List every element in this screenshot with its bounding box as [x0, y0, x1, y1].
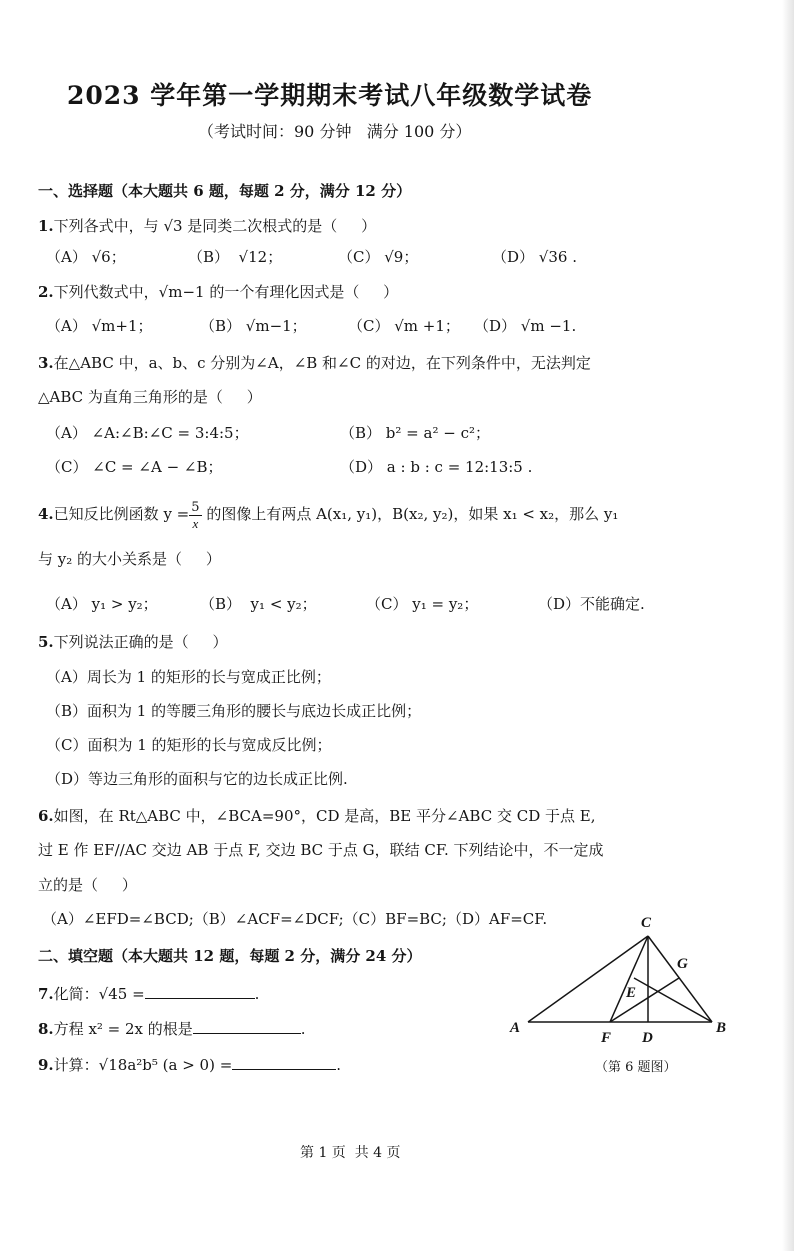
question-4	[38, 497, 618, 531]
question-stem: 下列说法正确的是（ ）	[53, 633, 228, 651]
question-end: .	[254, 985, 260, 1003]
question-6	[38, 806, 596, 826]
vertex-label-a: A	[510, 1020, 521, 1036]
question-6-line-3: 立的是（ ）	[38, 876, 137, 894]
q1-option-d: （D） √36 .	[492, 248, 577, 266]
triangle-figure	[500, 905, 740, 1080]
question-number: 1.	[38, 217, 54, 235]
question-4-line-2: 与 y₂ 的大小关系是（ ）	[38, 550, 221, 568]
q2-option-b: （B） √m−1；	[200, 317, 307, 335]
q3-option-b: （B） b² = a² − c²；	[340, 424, 490, 442]
question-stem: 下列各式中，与 √3 是同类二次根式的是（ ）	[53, 217, 377, 235]
q2-option-c: （C） √m +1；	[348, 317, 460, 335]
point-label-e: E	[626, 985, 637, 1001]
question-9	[38, 1054, 341, 1075]
question-stem: 如图，在 Rt△ABC 中，∠BCA=90°，CD 是高，BE 平分∠ABC 交 CD 于点 E,	[53, 807, 596, 825]
scan-edge-shadow	[782, 0, 794, 1251]
question-number: 5.	[38, 633, 54, 651]
question-number: 8.	[38, 1020, 54, 1038]
question-stem: 计算：√18a²b⁵ (a > 0) =	[53, 1056, 233, 1074]
question-stem: 在△ABC 中，a、b、c 分别为∠A，∠B 和∠C 的对边，在下列条件中，无法判定	[53, 354, 591, 372]
q4-option-d: （D）不能确定.	[538, 595, 645, 613]
question-stem: 下列代数式中，√m−1 的一个有理化因式是（ ）	[53, 283, 399, 301]
q5-option-d: （D）等边三角形的面积与它的边长成正比例.	[46, 770, 348, 788]
q6-options: （A）∠EFD=∠BCD;（B）∠ACF=∠DCF;（C）BF=BC;（D）AF=CF.	[42, 910, 548, 928]
q1-option-a: （A） √6；	[46, 248, 126, 266]
q1-option-c: （C） √9；	[338, 248, 419, 266]
q4-option-b: （B） y₁ < y₂；	[200, 595, 317, 613]
fraction-numerator: 5	[191, 499, 200, 515]
question-number: 9.	[38, 1056, 54, 1074]
point-label-f: F	[601, 1030, 612, 1046]
question-stem: 方程 x² = 2x 的根是	[53, 1020, 193, 1038]
exam-subtitle: （考试时间：90 分钟 满分 100 分）	[198, 122, 472, 141]
figure-caption: （第 6 题图）	[595, 1060, 677, 1075]
answer-blank	[193, 1018, 301, 1034]
answer-blank	[145, 983, 255, 999]
q5-option-b: （B）面积为 1 的等腰三角形的腰长与底边长成正比例；	[46, 702, 422, 720]
vertex-label-b: B	[716, 1020, 727, 1036]
section-title-choice: 一、选择题（本大题共 6 题，每题 2 分，满分 12 分）	[38, 182, 412, 200]
q2-option-d: （D） √m −1.	[474, 317, 577, 335]
page-footer: 第 1 页 共 4 页	[300, 1145, 401, 1161]
question-stem: 化简：√45 =	[53, 985, 145, 1003]
question-end: .	[336, 1056, 342, 1074]
q1-option-b: （B） √12；	[188, 248, 283, 266]
question-3	[38, 353, 591, 373]
q4-option-a: （A） y₁ > y₂；	[46, 595, 158, 613]
answer-blank	[232, 1054, 336, 1070]
point-label-d: D	[642, 1030, 653, 1046]
q4-option-c: （C） y₁ = y₂；	[366, 595, 479, 613]
side-cb	[648, 936, 712, 1022]
fraction-5-over-x	[189, 500, 201, 531]
q5-option-c: （C）面积为 1 的矩形的长与宽成反比例；	[46, 736, 332, 754]
q3-option-c: （C） ∠C = ∠A − ∠B；	[46, 458, 223, 476]
section-title-fill: 二、填空题（本大题共 12 题，每题 2 分，满分 24 分）	[38, 947, 422, 965]
question-3-line-2: △ABC 为直角三角形的是（ ）	[38, 388, 262, 406]
question-number: 3.	[38, 354, 54, 372]
fraction-denominator: x	[192, 515, 199, 531]
question-2	[38, 282, 398, 302]
q2-option-a: （A） √m+1；	[46, 317, 153, 335]
question-number: 7.	[38, 985, 54, 1003]
q3-option-d: （D） a : b : c = 12:13:5 .	[340, 458, 533, 476]
vertex-label-c: C	[641, 915, 652, 931]
question-stem-cont: 的图像上有两点 A(x₁, y₁)，B(x₂, y₂)，如果 x₁ < x₂，那么 y₁	[201, 505, 619, 523]
question-stem: 已知反比例函数 y =	[53, 505, 190, 523]
exam-title: 2023 学年第一学期期末考试八年级数学试卷	[67, 81, 593, 110]
question-1	[38, 216, 376, 236]
question-5	[38, 632, 228, 652]
question-end: .	[300, 1020, 306, 1038]
point-label-g: G	[677, 956, 688, 972]
question-number: 6.	[38, 807, 54, 825]
q5-option-a: （A）周长为 1 的矩形的长与宽成正比例；	[46, 668, 331, 686]
question-number: 2.	[38, 283, 54, 301]
question-7	[38, 983, 259, 1004]
question-8	[38, 1018, 306, 1039]
question-6-line-2: 过 E 作 EF//AC 交边 AB 于点 F, 交边 BC 于点 G，联结 CF. 下列结论中，不一定成	[38, 841, 604, 859]
q3-option-a: （A） ∠A:∠B:∠C = 3:4:5；	[46, 424, 249, 442]
question-number: 4.	[38, 505, 54, 523]
